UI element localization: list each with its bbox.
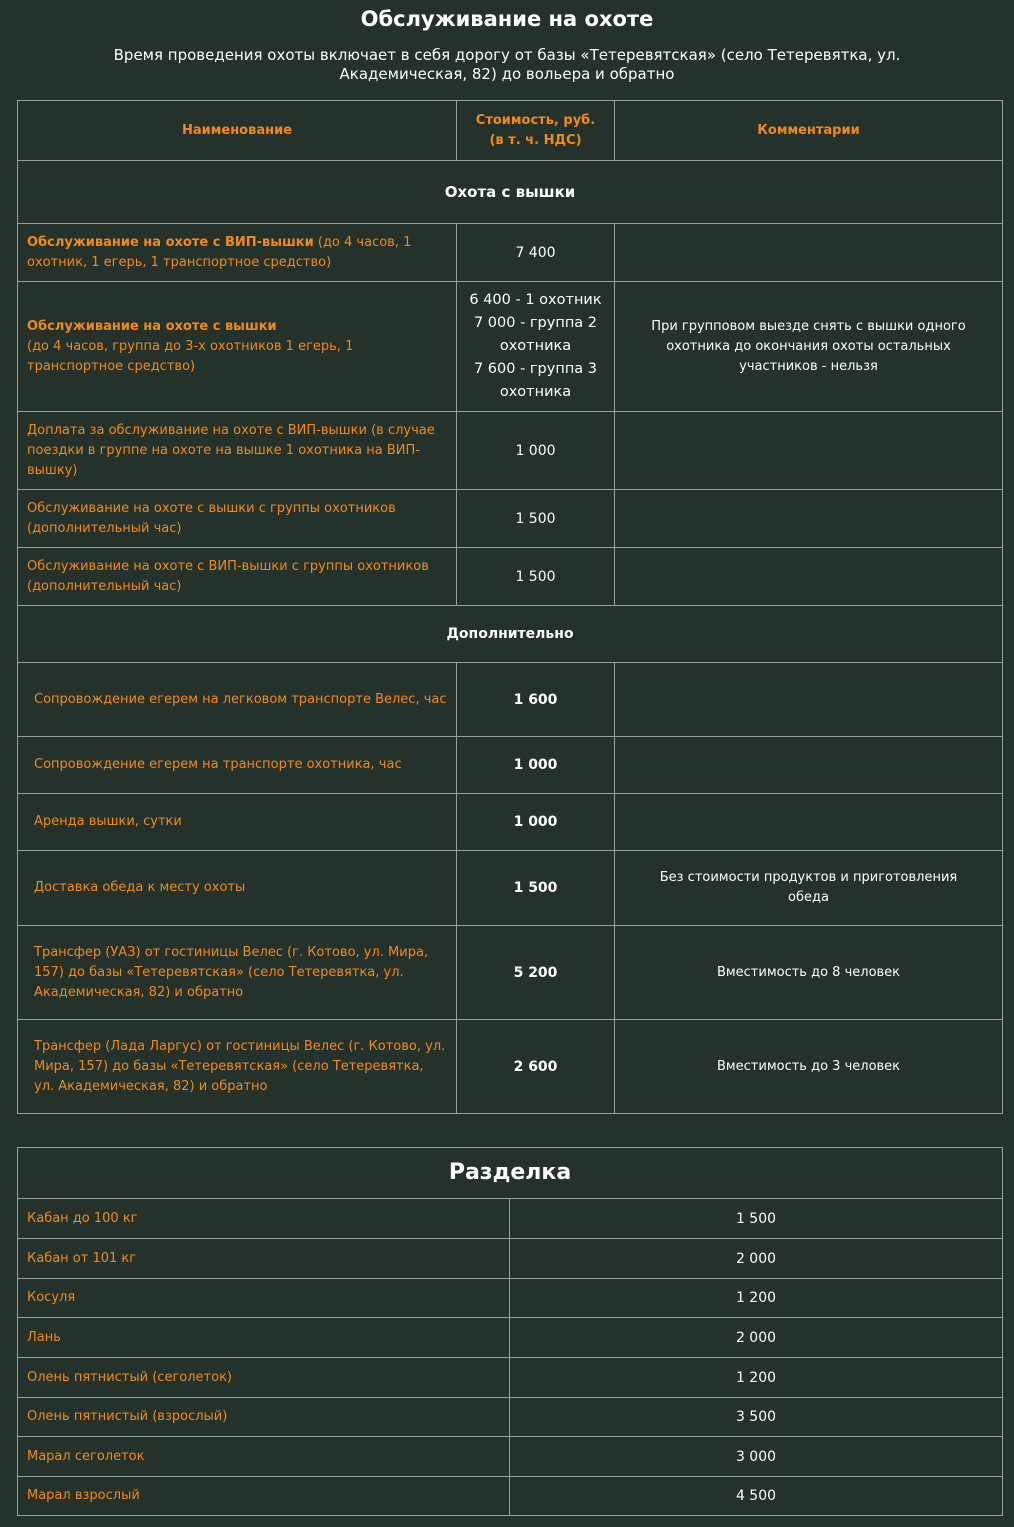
table-row	[18, 737, 1003, 794]
row-price: 3 000	[510, 1437, 1003, 1477]
table-row	[18, 1318, 1003, 1358]
section-title-extra: Дополнительно	[18, 606, 1003, 663]
row-price: 4 500	[510, 1477, 1003, 1516]
row-comment	[615, 548, 1003, 606]
row-name: Марал взрослый	[18, 1477, 510, 1516]
row-name: Сопровождение егерем на транспорте охотника, час	[18, 737, 457, 794]
section-row	[18, 161, 1003, 224]
row-price: 1 500	[457, 851, 615, 926]
price-line: 7 600 - группа 3 охотника	[473, 361, 598, 400]
row-price: 1 200	[510, 1358, 1003, 1398]
row-name: Марал сеголеток	[18, 1437, 510, 1477]
row-name	[18, 224, 457, 282]
butchering-title: Разделка	[18, 1148, 1003, 1199]
row-price: 7 400	[457, 224, 615, 282]
row-price: 2 600	[457, 1020, 615, 1114]
section-row	[18, 606, 1003, 663]
row-price	[457, 282, 615, 412]
row-name: Трансфер (Лада Ларгус) от гостиницы Велес (г. Котово, ул. Мира, 157) до базы «Тетеревятская» (село Тетеревятка, ул. Академическая, 82) и обратно	[18, 1020, 457, 1114]
table-row	[18, 1279, 1003, 1318]
table-row	[18, 794, 1003, 851]
table-row	[18, 412, 1003, 490]
row-price: 1 500	[457, 490, 615, 548]
row-comment	[615, 663, 1003, 737]
row-name: Доставка обеда к месту охоты	[18, 851, 457, 926]
table-row	[18, 1239, 1003, 1279]
row-name: Обслуживание на охоте с вышки с группы охотников (дополнительный час)	[18, 490, 457, 548]
row-name: Доплата за обслуживание на охоте с ВИП-вышки (в случае поездки в группе на охоте на вышке 1 охотника на ВИП-вышку)	[18, 412, 457, 490]
table-row	[18, 1398, 1003, 1437]
table-header-row	[18, 101, 1003, 161]
table-row	[18, 663, 1003, 737]
table-row	[18, 1358, 1003, 1398]
row-comment: Без стоимости продуктов и приготовления обеда	[615, 851, 1003, 926]
table-row	[18, 1437, 1003, 1477]
table-row	[18, 926, 1003, 1020]
table-row	[18, 490, 1003, 548]
row-comment: Вместимость до 8 человек	[615, 926, 1003, 1020]
row-price: 1 500	[510, 1199, 1003, 1239]
row-price: 1 500	[457, 548, 615, 606]
table-row	[18, 282, 1003, 412]
row-name-bold: Обслуживание на охоте с ВИП-вышки	[27, 234, 314, 250]
table-row	[18, 224, 1003, 282]
row-name-bold: Обслуживание на охоте с вышки	[27, 318, 277, 334]
row-comment	[615, 794, 1003, 851]
row-price: 1 000	[457, 737, 615, 794]
row-price: 3 500	[510, 1398, 1003, 1437]
table-row	[18, 1020, 1003, 1114]
section-title-tower: Охота с вышки	[18, 161, 1003, 224]
row-price: 1 600	[457, 663, 615, 737]
table-row	[18, 851, 1003, 926]
row-name: Кабан от 101 кг	[18, 1239, 510, 1279]
row-name: Аренда вышки, сутки	[18, 794, 457, 851]
row-price: 5 200	[457, 926, 615, 1020]
row-comment: При групповом выезде снять с вышки одного охотника до окончания охоты остальных участников - нельзя	[615, 282, 1003, 412]
butchering-title-row	[18, 1148, 1003, 1199]
row-name: Олень пятнистый (взрослый)	[18, 1398, 510, 1437]
header-price	[457, 101, 615, 161]
row-price: 1 000	[457, 412, 615, 490]
row-name: Сопровождение егерем на легковом транспорте Велес, час	[18, 663, 457, 737]
row-comment	[615, 224, 1003, 282]
row-price: 2 000	[510, 1239, 1003, 1279]
butchering-table	[17, 1147, 1003, 1516]
header-price-line2: (в т. ч. НДС)	[489, 132, 582, 148]
row-price: 2 000	[510, 1318, 1003, 1358]
header-price-line1: Стоимость, руб.	[475, 112, 596, 128]
row-name: Кабан до 100 кг	[18, 1199, 510, 1239]
row-name-rest: (до 4 часов, группа до 3-х охотников 1 егерь, 1 транспортное средство)	[27, 338, 354, 374]
hunting-services-table	[17, 100, 1003, 1114]
header-name: Наименование	[18, 101, 457, 161]
row-comment: Вместимость до 3 человек	[615, 1020, 1003, 1114]
row-name: Олень пятнистый (сеголеток)	[18, 1358, 510, 1398]
page-title: Обслуживание на охоте	[360, 7, 654, 31]
row-name: Обслуживание на охоте с ВИП-вышки с группы охотников (дополнительный час)	[18, 548, 457, 606]
row-price: 1 000	[457, 794, 615, 851]
table-row	[18, 548, 1003, 606]
table-row	[18, 1199, 1003, 1239]
row-name: Косуля	[18, 1279, 510, 1318]
table-row	[18, 1477, 1003, 1516]
header-comment: Комментарии	[615, 101, 1003, 161]
row-name-rest: (до 4 часов, 1 охотник, 1 егерь, 1 транспортное средство)	[27, 234, 412, 270]
price-line: 6 400 - 1 охотник	[469, 292, 602, 308]
row-name: Трансфер (УАЗ) от гостиницы Велес (г. Котово, ул. Мира, 157) до базы «Тетеревятская» (село Тетеревятка, ул. Академическая, 82) и обратно	[18, 926, 457, 1020]
intro-text: Время проведения охоты включает в себя дорогу от базы «Тетеревятская» (село Тетеревятка, ул. Академическая, 82) до вольера и обратно	[113, 46, 901, 83]
row-name	[18, 282, 457, 412]
row-comment	[615, 737, 1003, 794]
row-price: 1 200	[510, 1279, 1003, 1318]
row-name: Лань	[18, 1318, 510, 1358]
row-comment	[615, 412, 1003, 490]
row-comment	[615, 490, 1003, 548]
price-line: 7 000 - группа 2 охотника	[473, 315, 598, 354]
